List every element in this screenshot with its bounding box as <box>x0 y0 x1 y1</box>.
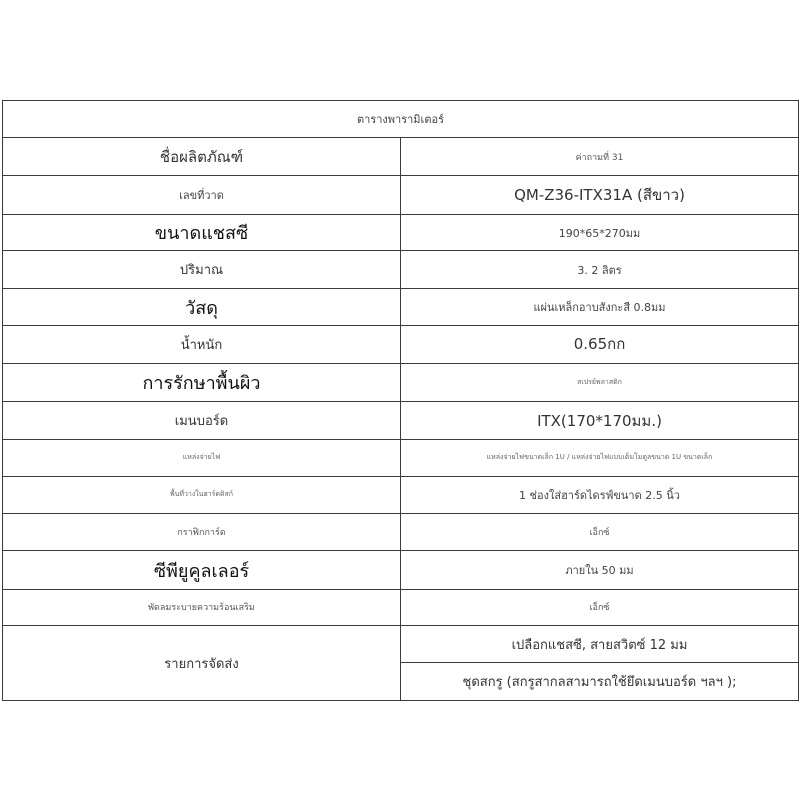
hard-disk-space-label: พื้นที่วางในฮาร์ดดิสก์ <box>3 476 401 513</box>
cpu-cooler-value: ภายใน 50 มม <box>401 551 799 589</box>
parameter-table <box>2 100 799 701</box>
power-supply-label: แหล่งจ่ายไฟ <box>3 440 401 476</box>
shipping-list-label: รายการจัดส่ง <box>3 626 401 701</box>
cooling-fan-value: เอ็กซ์ <box>401 589 799 625</box>
product-name-label: ชื่อผลิตภัณฑ์ <box>3 138 401 175</box>
shipping-item: เปลือกแชสซี, สายสวิตซ์ 12 มม <box>401 626 799 663</box>
product-name-value: ค่าถามที่ 31 <box>401 138 799 175</box>
surface-treatment-label: การรักษาพื้นผิว <box>3 363 401 401</box>
chassis-size-value: 190*65*270มม <box>401 215 799 251</box>
graphics-card-label: กราฟิกการ์ด <box>3 514 401 551</box>
graphics-card-value: เอ็กซ์ <box>401 514 799 551</box>
hard-disk-space-value: 1 ช่องใส่ฮาร์ดไดรฟ์ขนาด 2.5 นิ้ว <box>401 476 799 513</box>
drawing-number-value: QM-Z36-ITX31A (สีขาว) <box>401 175 799 214</box>
surface-treatment-value: สเปรย์พลาสติก <box>401 363 799 401</box>
motherboard-label: เมนบอร์ด <box>3 401 401 439</box>
cooling-fan-label: พัดลมระบายความร้อนเสริม <box>3 589 401 625</box>
volume-label: ปริมาณ <box>3 251 401 288</box>
shipping-item: ชุดสกรู (สกรูสากลสามารถใช้ยึดเมนบอร์ด ฯลฯ ); <box>401 663 799 701</box>
drawing-number-label: เลขที่วาด <box>3 175 401 214</box>
motherboard-value: ITX(170*170มม.) <box>401 401 799 439</box>
weight-value: 0.65กก <box>401 326 799 363</box>
chassis-size-label: ขนาดแชสซี <box>3 215 401 251</box>
volume-value: 3. 2 ลิตร <box>401 251 799 288</box>
power-supply-value: แหล่งจ่ายไฟขนาดเล็ก 1U / แหล่งจ่ายไฟแบบเต็มโมดูลขนาด 1U ขนาดเล็ก <box>401 440 799 476</box>
weight-label: น้ำหนัก <box>3 326 401 363</box>
cpu-cooler-label: ซีพียูคูลเลอร์ <box>3 551 401 589</box>
table-title: ตารางพารามิเตอร์ <box>3 101 799 138</box>
material-value: แผ่นเหล็กอาบสังกะสี 0.8มม <box>401 288 799 325</box>
material-label: วัสดุ <box>3 288 401 325</box>
